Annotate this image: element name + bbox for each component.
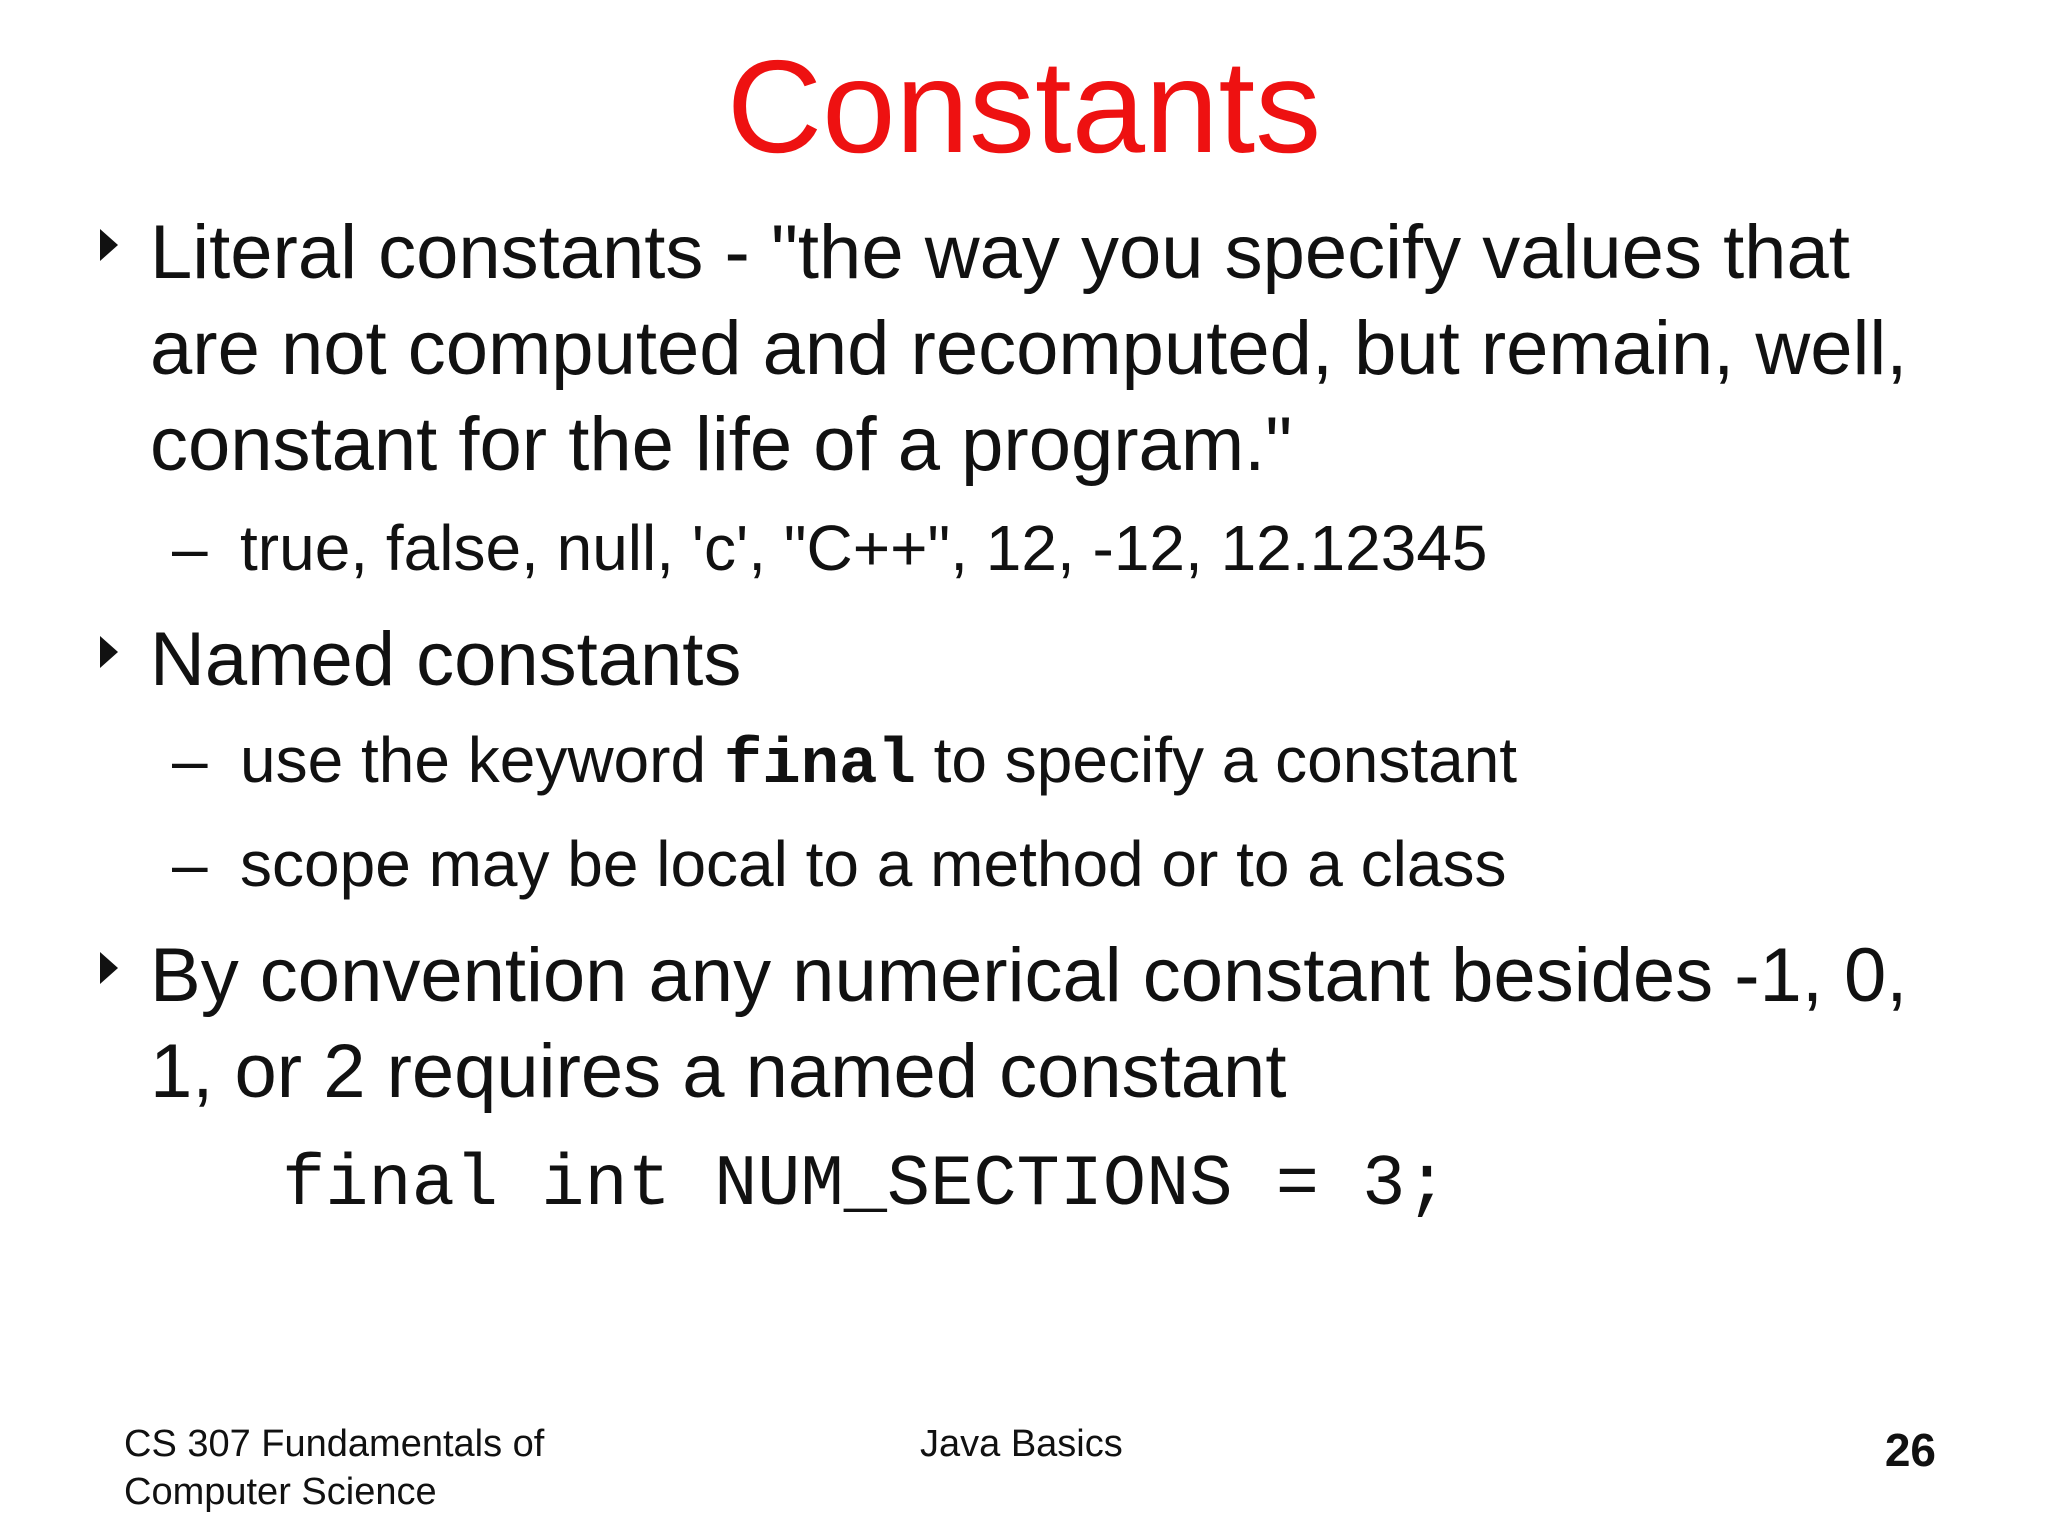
footer-course: CS 307 Fundamentals of Computer Science [124, 1423, 545, 1513]
bullet-triangle-icon [100, 229, 118, 261]
code-example: final int NUM_SECTIONS = 3; [282, 1144, 1449, 1226]
subbullet-text: scope may be local to a method or to a class [240, 828, 1507, 900]
subbullet-literal-examples [172, 508, 1972, 588]
dash-marker: – [172, 828, 208, 900]
subbullet-final-keyword [172, 720, 1972, 806]
bullet-convention [100, 928, 1980, 1120]
bullet-named-constants [100, 612, 1980, 708]
subbullet-text: true, false, null, 'c', "C++", 12, -12, 12.12345 [240, 512, 1488, 584]
slide-title: Constants [726, 33, 1322, 180]
bullet-text: Literal constants - "the way you specify values that are not computed and recomputed, but remain, well, constant for the life of a program." [150, 210, 1908, 487]
bullet-triangle-icon [100, 952, 118, 984]
keyword-final: final [723, 730, 916, 802]
dash-marker: – [172, 512, 208, 584]
bullet-triangle-icon [100, 636, 118, 668]
dash-marker: – [172, 724, 208, 796]
subbullet-text-before: use the keyword [240, 724, 724, 796]
bullet-text: Named constants [150, 617, 742, 702]
bullet-text: By convention any numerical constant besides -1, 0, 1, or 2 requires a named constant [150, 933, 1908, 1114]
subbullet-text-after: to specify a constant [915, 724, 1518, 796]
bullet-literal-constants [100, 205, 1980, 493]
footer-topic: Java Basics [920, 1423, 1123, 1465]
subbullet-scope [172, 824, 1972, 904]
page-number: 26 [1884, 1424, 1936, 1476]
